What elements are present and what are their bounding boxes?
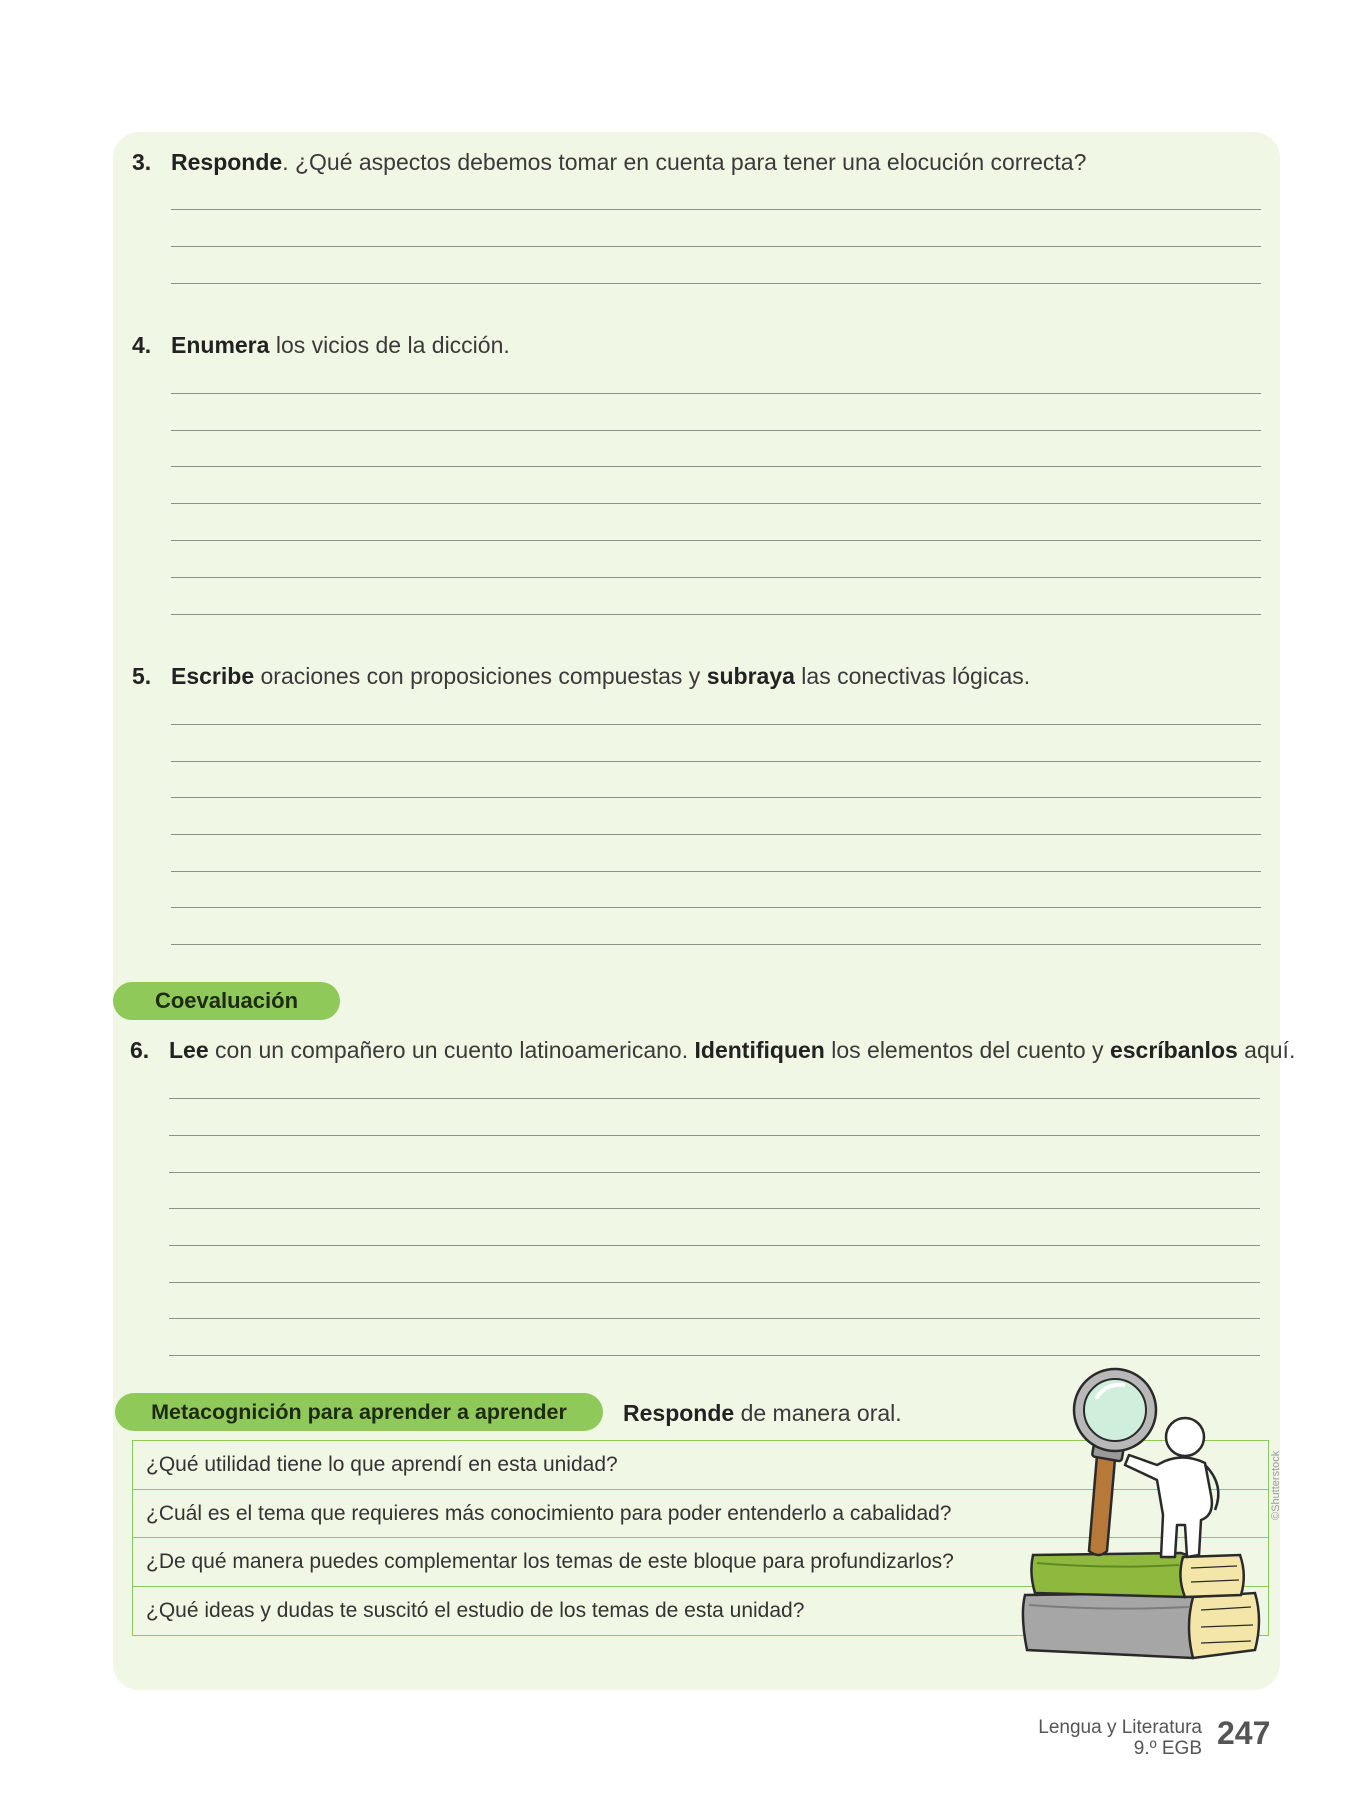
meta-question-row: ¿Cuál es el tema que requieres más conocimiento para poder entenderlo a cabalidad? [133, 1490, 1268, 1539]
answer-line[interactable] [171, 614, 1261, 615]
question-5: 5. Escribe oraciones con proposiciones compuestas y subraya las conectivas lógicas. [132, 663, 1031, 689]
answer-line[interactable] [171, 283, 1261, 284]
answer-line[interactable] [169, 1355, 1260, 1356]
answer-line[interactable] [171, 761, 1261, 762]
answer-line[interactable] [171, 540, 1261, 541]
question-6: 6. Lee con un compañero un cuento latinoamericano. Identifiquen los elementos del cuento y escríbanlos aquí. [130, 1037, 1296, 1063]
answer-line[interactable] [171, 797, 1261, 798]
answer-line[interactable] [169, 1172, 1260, 1173]
meta-question-row: ¿Qué ideas y dudas te suscitó el estudio de los temas de esta unidad? [146, 1598, 805, 1622]
answer-line[interactable] [171, 393, 1261, 394]
answer-line[interactable] [171, 871, 1261, 872]
answer-line[interactable] [171, 577, 1261, 578]
answer-line[interactable] [171, 503, 1261, 504]
meta-instruction: Responde de manera oral. [623, 1400, 902, 1426]
grade-label: 9.º EGB [1133, 1738, 1202, 1759]
answer-line[interactable] [169, 1282, 1260, 1283]
answer-line[interactable] [171, 907, 1261, 908]
metacognicion-label: Metacognición para aprender a aprender [115, 1393, 603, 1431]
answer-line[interactable] [171, 724, 1261, 725]
answer-line[interactable] [171, 246, 1261, 247]
answer-line[interactable] [169, 1135, 1260, 1136]
question-3-verb: Responde [171, 149, 283, 175]
books-magnifier-illustration [1015, 1365, 1270, 1675]
page-number: 247 [1217, 1715, 1271, 1751]
answer-line[interactable] [169, 1098, 1260, 1099]
answer-line[interactable] [169, 1245, 1260, 1246]
meta-question-row: ¿Qué utilidad tiene lo que aprendí en esta unidad? [133, 1441, 1268, 1490]
coevaluacion-label: Coevaluación [113, 982, 340, 1020]
question-4-verb: Enumera [171, 332, 270, 358]
subject-name: Lengua y Literatura [1038, 1717, 1202, 1738]
meta-question-row: ¿De qué manera puedes complementar los temas de este bloque para profundizarlos? [133, 1538, 1268, 1587]
answer-line[interactable] [171, 466, 1261, 467]
answer-line[interactable] [171, 209, 1261, 210]
answer-line[interactable] [169, 1208, 1260, 1209]
image-credit: ©Shutterstock [1270, 1450, 1282, 1520]
answer-line[interactable] [171, 944, 1261, 945]
answer-line[interactable] [171, 430, 1261, 431]
question-3: 3. Responde. ¿Qué aspectos debemos tomar en cuenta para tener una elocución correcta? [132, 149, 1087, 175]
footer-subject [1038, 1717, 1202, 1759]
question-4: 4. Enumera los vicios de la dicción. [132, 332, 510, 358]
answer-line[interactable] [169, 1318, 1260, 1319]
answer-line[interactable] [171, 834, 1261, 835]
